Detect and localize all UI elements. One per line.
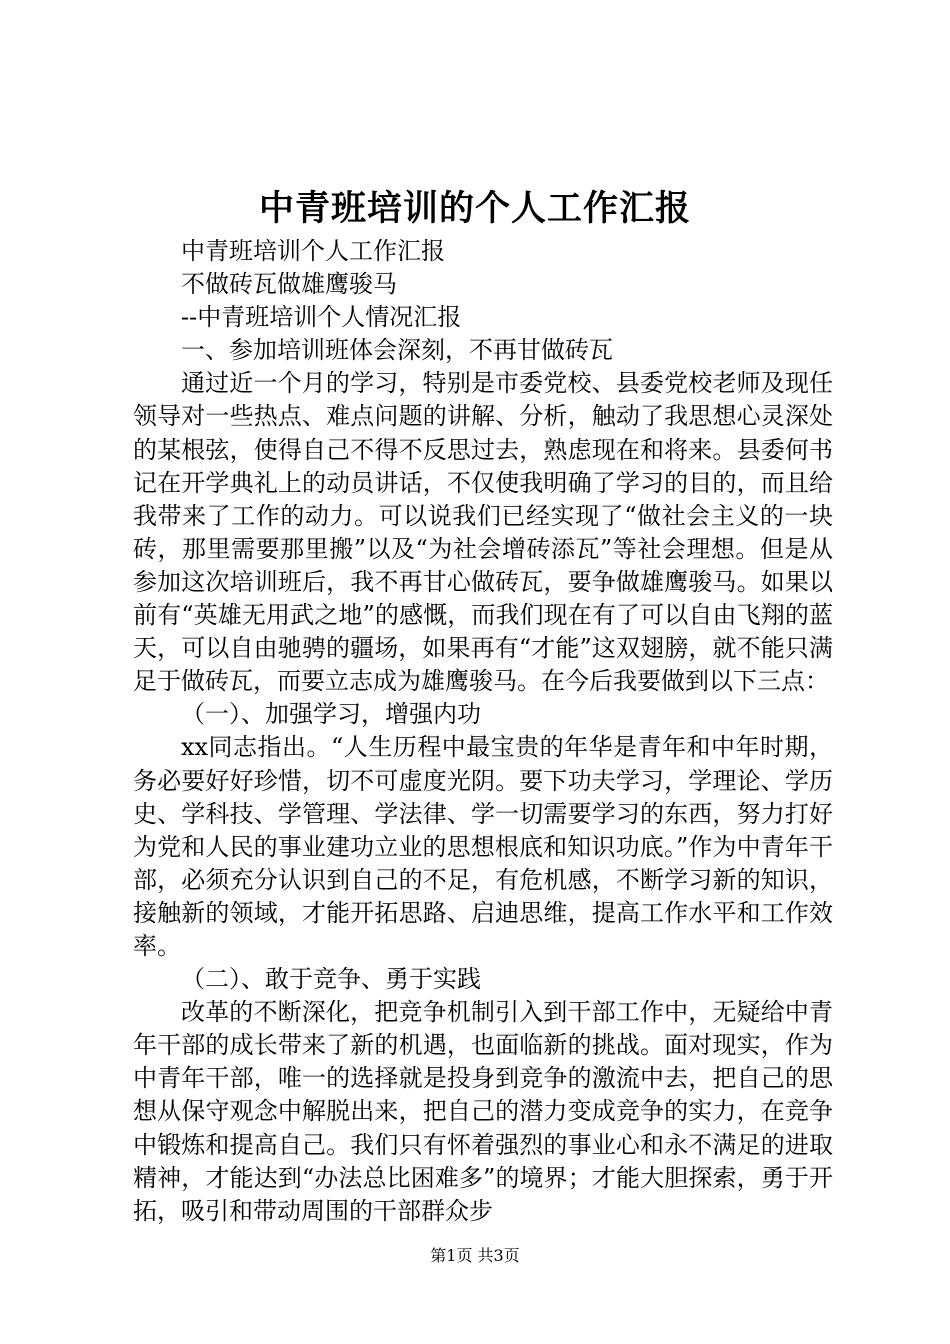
paragraph-subtitle: 中青班培训个人工作汇报 [181, 237, 445, 265]
section-heading-1: 一、参加培训班体会深刻，不再甘做砖瓦 [181, 336, 613, 365]
page-footer: 第1页 共3页 [430, 1246, 520, 1265]
paragraph-body: 通过近一个月的学习，特别是市委党校、县委党校老师及现任领导对一些热点、难点问题的讲解、分析，触动了我思想心灵深处的某根弦，使得自己不得不反思过去，熟虑现在和将来。县委何书记在开学典礼上的动员讲话，不仅使我明确了学习的目的，而且给我带来了工作的动力。可以说我们已经实现了“做社会主义的一块砖，那里需要那里搬”以及“为社会增砖添瓦”等社会理想。但是从参加这次培训班后，我不再甘心做砖瓦，要争做雄鹰骏马。如果以前有“英雄无用武之地”的感慨，而我们现在有了可以自由飞翔的蓝天，可以自由驰骋的疆场，如果再有“才能”这双翅膀，就不能只满足于做砖瓦，而要立志成为雄鹰骏马。在今后我要做到以下三点： [133, 369, 833, 696]
paragraph-body: xx同志指出。“人生历程中最宝贵的年华是青年和中年时期，务必要好好珍惜，切不可虚度光阴。要下功夫学习，学理论、学历史、学科技、学管理、学法律、学一切需要学习的东西，努力打好为党和人民的事业建功立业的思想根底和知识功底。”作为中青年干部，必须充分认识到自己的不足，有危机感，不断学习新的知识，接触新的领域，才能开拓思路、启迪思维，提高工作水平和工作效率。 [133, 733, 833, 960]
paragraph-report-heading: --中青班培训个人情况汇报 [181, 303, 462, 332]
paragraph-body: 改革的不断深化，把竞争机制引入到干部工作中，无疑给中青年干部的成长带来了新的机遇，也面临新的挑战。面对现实，作为中青年干部，唯一的选择就是投身到竞争的激流中去，把自己的思想从保守观念中解脱出来，把自己的潜力变成竞争的实力，在竞争中锻炼和提高自己。我们只有怀着强烈的事业心和永不满足的进取精神，才能达到“办法总比困难多”的境界；才能大胆探索，勇于开拓，吸引和带动周围的干部群众步 [133, 998, 833, 1225]
subsection-heading-1: （一）、加强学习，增强内功 [181, 700, 481, 729]
document-body [133, 235, 833, 1228]
subsection-heading-2: （二）、敢于竞争、勇于实践 [181, 965, 481, 994]
document-title: 中青班培训的个人工作汇报 [258, 188, 691, 229]
paragraph-slogan: 不做砖瓦做雄鹰骏马 [181, 270, 397, 299]
